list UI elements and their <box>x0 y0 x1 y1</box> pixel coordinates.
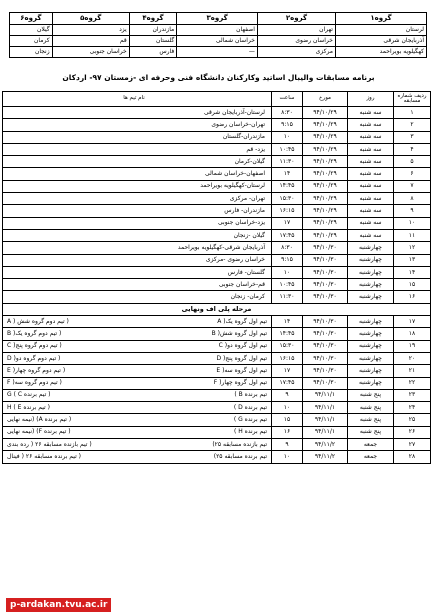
team-right: تیم برنده B ) <box>234 391 267 399</box>
match-number: ۵ <box>394 156 431 168</box>
table-row <box>3 266 431 278</box>
match-time: ۱۰:۴۵ <box>272 143 303 155</box>
group-cell: گیلان <box>10 25 53 36</box>
match-date: ۹۴/۱۰/۲۹ <box>303 229 348 241</box>
match-day: پنج شنبه <box>348 402 394 414</box>
col-header-time: ساعت <box>272 92 303 107</box>
match-time: ۸:۳۰ <box>272 242 303 254</box>
schedule-header-row <box>3 92 431 107</box>
match-date: ۹۴/۱۱/۱ <box>303 402 348 414</box>
match-day: سه شنبه <box>348 119 394 131</box>
team-left: ( تیم برنده A) (نیمه نهایی <box>7 416 72 424</box>
col-header-number: ردیف شماره مسابقه <box>394 92 431 107</box>
match-day: چهارشنبه <box>348 291 394 303</box>
table-row <box>3 143 431 155</box>
table-row <box>3 451 431 463</box>
match-teams: خراسان رضوی -مرکزی <box>3 254 272 266</box>
match-day: سه شنبه <box>348 193 394 205</box>
match-time: ۱۰ <box>272 131 303 143</box>
group-cell: مرکزی <box>257 47 335 58</box>
match-time: ۱۰ <box>272 266 303 278</box>
match-date: ۹۴/۱۰/۳۰ <box>303 352 348 364</box>
match-time: ۱۰:۴۵ <box>272 279 303 291</box>
match-teams: تهران-خراسان رضوی <box>3 119 272 131</box>
table-row <box>3 156 431 168</box>
team-right: تیم اول گروه چهار( F <box>213 379 267 387</box>
match-day: سه شنبه <box>348 229 394 241</box>
match-date: ۹۴/۱۰/۳۰ <box>303 266 348 278</box>
match-date: ۹۴/۱۰/۲۹ <box>303 119 348 131</box>
match-date: ۹۴/۱۱/۱ <box>303 426 348 438</box>
match-time: ۱۷:۴۵ <box>272 377 303 389</box>
match-number: ۲۱ <box>394 365 431 377</box>
match-number: ۳ <box>394 131 431 143</box>
match-teams <box>3 389 272 401</box>
match-day: چهارشنبه <box>348 254 394 266</box>
table-row <box>3 291 431 303</box>
col-header-day: روز <box>348 92 394 107</box>
match-time: ۱۴ <box>272 168 303 180</box>
team-right: تیم برنده H ) <box>234 428 267 436</box>
group-cell: اصفهان <box>177 25 258 36</box>
team-left: ( تیم برنده C ) G <box>7 391 51 399</box>
match-number: ۲۴ <box>394 402 431 414</box>
match-time: ۱۰ <box>272 451 303 463</box>
match-day: سه شنبه <box>348 143 394 155</box>
match-number: ۱۴ <box>394 266 431 278</box>
match-day: سه شنبه <box>348 217 394 229</box>
group-cell: فارس <box>129 47 177 58</box>
match-day: چهارشنبه <box>348 352 394 364</box>
match-number: ۱۲ <box>394 242 431 254</box>
match-teams: قم-خراسان جنوبی <box>3 279 272 291</box>
match-date: ۹۴/۱۰/۳۰ <box>303 242 348 254</box>
match-day: سه شنبه <box>348 131 394 143</box>
group-cell: خراسان شمالی <box>177 36 258 47</box>
match-teams <box>3 328 272 340</box>
groups-header-row <box>10 13 427 25</box>
match-day: چهارشنبه <box>348 328 394 340</box>
match-teams: گلستان- فارس <box>3 266 272 278</box>
match-number: ۱ <box>394 107 431 119</box>
match-number: ۱۱ <box>394 229 431 241</box>
match-day: چهارشنبه <box>348 316 394 328</box>
col-header-teams: نام تیم ها <box>3 92 272 107</box>
match-number: ۲۳ <box>394 389 431 401</box>
group-cell: مازندران <box>129 25 177 36</box>
group-cell: کهگیلویه بویراحمد <box>335 47 426 58</box>
match-teams: گیلان -زنجان <box>3 229 272 241</box>
team-right: تیم اول گروه شش( B <box>211 329 267 337</box>
match-day: چهارشنبه <box>348 340 394 352</box>
match-time: ۱۵:۳۰ <box>272 193 303 205</box>
match-number: ۷ <box>394 180 431 192</box>
match-time: ۹:۱۵ <box>272 119 303 131</box>
match-time: ۹ <box>272 439 303 451</box>
match-date: ۹۴/۱۱/۲ <box>303 451 348 463</box>
page-title: برنامه مسابقات والیبال اساتید وکارکنان دانشگاه فنی وحرفه ای -زمستان ۹۷- اردکان <box>62 73 375 82</box>
table-row <box>3 426 431 438</box>
match-time: ۱۱:۳۰ <box>272 156 303 168</box>
group-cell: خراسان رضوی <box>257 36 335 47</box>
group-cell: یزد <box>52 25 129 36</box>
team-right: تیم اول گروه پنج( D <box>216 354 267 362</box>
groups-row <box>10 36 427 47</box>
table-row <box>3 168 431 180</box>
table-row <box>3 107 431 119</box>
match-teams <box>3 426 272 438</box>
match-number: ۲ <box>394 119 431 131</box>
team-right: تیم اول گروه سه( E <box>216 366 267 374</box>
match-number: ۹ <box>394 205 431 217</box>
group-header: گروه۴ <box>129 13 177 25</box>
group-header: گروه۱ <box>335 13 426 25</box>
match-number: ۴ <box>394 143 431 155</box>
match-number: ۲۸ <box>394 451 431 463</box>
match-time: ۹:۱۵ <box>272 254 303 266</box>
match-day: جمعه <box>348 451 394 463</box>
match-day: پنج شنبه <box>348 389 394 401</box>
table-row <box>3 340 431 352</box>
match-time: ۱۴ <box>272 316 303 328</box>
table-row <box>3 205 431 217</box>
match-time: ۱۷:۴۵ <box>272 229 303 241</box>
match-time: ۱۴:۴۵ <box>272 180 303 192</box>
table-row <box>3 377 431 389</box>
match-date: ۹۴/۱۰/۳۰ <box>303 279 348 291</box>
group-cell: خراسان جنوبی <box>52 47 129 58</box>
table-row <box>3 316 431 328</box>
match-teams: مازندران-گلستان <box>3 131 272 143</box>
team-right: تیم برنده D ) <box>233 403 267 411</box>
team-right: تیم بازنده مسابقه ۲۵) <box>212 440 267 448</box>
match-day: سه شنبه <box>348 205 394 217</box>
match-number: ۲۰ <box>394 352 431 364</box>
team-right: تیم برنده مسابقه ۲۵) <box>213 452 267 460</box>
match-time: ۱۶:۱۵ <box>272 205 303 217</box>
match-number: ۱۸ <box>394 328 431 340</box>
match-time: ۱۵:۳۰ <box>272 340 303 352</box>
match-date: ۹۴/۱۱/۱ <box>303 414 348 426</box>
match-time: ۱۵ <box>272 414 303 426</box>
match-date: ۹۴/۱۰/۲۹ <box>303 168 348 180</box>
match-day: سه شنبه <box>348 180 394 192</box>
stage-title: مرحله پلی اف ونهایی <box>3 303 431 315</box>
group-cell: لرستان <box>335 25 426 36</box>
match-teams <box>3 402 272 414</box>
match-teams: یزد-خراسان جنوبی <box>3 217 272 229</box>
match-number: ۸ <box>394 193 431 205</box>
stage-row <box>3 303 431 315</box>
group-cell: — <box>177 47 258 58</box>
match-time: ۱۱:۳۰ <box>272 291 303 303</box>
match-teams: مازندران- فارس <box>3 205 272 217</box>
match-teams: تهران- مرکزی <box>3 193 272 205</box>
team-left: ( تیم بازنده مسابقه ۲۶ ( رده بندی <box>7 440 92 448</box>
team-right: تیم اول گروه یک( A <box>217 317 267 325</box>
match-day: چهارشنبه <box>348 266 394 278</box>
groups-row <box>10 47 427 58</box>
table-row <box>3 131 431 143</box>
group-cell: گلستان <box>129 36 177 47</box>
match-time: ۹ <box>272 389 303 401</box>
match-teams <box>3 365 272 377</box>
match-number: ۲۲ <box>394 377 431 389</box>
group-cell: تهران <box>257 25 335 36</box>
match-teams <box>3 316 272 328</box>
table-row <box>3 180 431 192</box>
table-row <box>3 414 431 426</box>
match-teams <box>3 352 272 364</box>
match-day: چهارشنبه <box>348 279 394 291</box>
table-row <box>3 352 431 364</box>
schedule-table <box>2 91 431 464</box>
match-number: ۱۰ <box>394 217 431 229</box>
match-date: ۹۴/۱۰/۳۰ <box>303 377 348 389</box>
match-date: ۹۴/۱۰/۲۹ <box>303 193 348 205</box>
watermark: p-ardakan.tvu.ac.ir <box>6 598 111 612</box>
group-cell: کرمان <box>10 36 53 47</box>
match-teams <box>3 377 272 389</box>
table-row <box>3 439 431 451</box>
match-day: جمعه <box>348 439 394 451</box>
group-header: گروه۶ <box>10 13 53 25</box>
team-left: ( تیم برنده F) (نیمه نهایی <box>7 428 71 436</box>
match-number: ۶ <box>394 168 431 180</box>
playoff-rows <box>3 316 431 464</box>
col-header-date: مورخ <box>303 92 348 107</box>
match-date: ۹۴/۱۰/۳۰ <box>303 340 348 352</box>
match-number: ۱۷ <box>394 316 431 328</box>
match-date: ۹۴/۱۰/۲۹ <box>303 131 348 143</box>
match-date: ۹۴/۱۰/۲۹ <box>303 107 348 119</box>
group-cell: آذربایجان شرقی <box>335 36 426 47</box>
team-right: تیم اول گروه دو( C <box>218 342 267 350</box>
match-teams: یزد- قم <box>3 143 272 155</box>
match-teams <box>3 340 272 352</box>
team-left: ( تیم دوم گروه شش ( A <box>7 317 69 325</box>
match-teams <box>3 439 272 451</box>
match-time: ۱۴:۴۵ <box>272 328 303 340</box>
match-day: پنج شنبه <box>348 414 394 426</box>
team-right: تیم برنده G ) <box>233 416 267 424</box>
table-row <box>3 402 431 414</box>
match-teams: لرستان-آذربایجان شرقی <box>3 107 272 119</box>
match-time: ۱۶ <box>272 426 303 438</box>
match-date: ۹۴/۱۰/۳۰ <box>303 254 348 266</box>
match-teams: لرستان-کهگیلویه بویراحمد <box>3 180 272 192</box>
team-left: ( تیم دوم گروه دو( D <box>7 354 61 362</box>
groups-row <box>10 25 427 36</box>
match-day: پنج شنبه <box>348 426 394 438</box>
group-header: گروه۵ <box>52 13 129 25</box>
team-left: ( تیم برنده E ) H <box>7 403 50 411</box>
match-number: ۲۷ <box>394 439 431 451</box>
match-number: ۱۵ <box>394 279 431 291</box>
match-day: سه شنبه <box>348 168 394 180</box>
table-row <box>3 229 431 241</box>
team-left: ( تیم دوم گروه پنج( C <box>7 342 62 350</box>
match-time: ۱۷ <box>272 217 303 229</box>
match-teams <box>3 451 272 463</box>
match-date: ۹۴/۱۰/۳۰ <box>303 316 348 328</box>
match-date: ۹۴/۱۰/۳۰ <box>303 328 348 340</box>
group-cell: قم <box>52 36 129 47</box>
match-date: ۹۴/۱۰/۲۹ <box>303 156 348 168</box>
match-teams: آذربایجان شرقی-کهگیلویه بویراحمد <box>3 242 272 254</box>
group-cell: زنجان <box>10 47 53 58</box>
table-row <box>3 217 431 229</box>
team-left: ( تیم دوم گروه چهار( E <box>7 366 66 374</box>
match-number: ۲۶ <box>394 426 431 438</box>
group-header: گروه۲ <box>257 13 335 25</box>
match-teams: اصفهان-خراسان شمالی <box>3 168 272 180</box>
team-left: ( تیم برنده مسابقه ۲۶ ( فینال <box>7 452 81 460</box>
match-date: ۹۴/۱۰/۲۹ <box>303 205 348 217</box>
group-header: گروه۳ <box>177 13 258 25</box>
match-number: ۲۵ <box>394 414 431 426</box>
match-day: سه شنبه <box>348 107 394 119</box>
table-row <box>3 193 431 205</box>
match-day: سه شنبه <box>348 156 394 168</box>
match-day: چهارشنبه <box>348 377 394 389</box>
match-day: چهارشنبه <box>348 365 394 377</box>
match-date: ۹۴/۱۱/۲ <box>303 439 348 451</box>
table-row <box>3 365 431 377</box>
match-date: ۹۴/۱۰/۲۹ <box>303 217 348 229</box>
table-row <box>3 279 431 291</box>
match-date: ۹۴/۱۰/۲۹ <box>303 143 348 155</box>
match-time: ۸:۳۰ <box>272 107 303 119</box>
match-date: ۹۴/۱۰/۳۰ <box>303 291 348 303</box>
match-number: ۱۶ <box>394 291 431 303</box>
match-date: ۹۴/۱۰/۲۹ <box>303 180 348 192</box>
match-date: ۹۴/۱۰/۳۰ <box>303 365 348 377</box>
match-time: ۱۷ <box>272 365 303 377</box>
match-teams: کرمان- زنجان <box>3 291 272 303</box>
table-row <box>3 242 431 254</box>
groups-table <box>9 12 427 58</box>
match-time: ۱۰ <box>272 402 303 414</box>
table-row <box>3 328 431 340</box>
match-teams <box>3 414 272 426</box>
team-left: ( تیم دوم گروه سه( F <box>7 379 62 387</box>
table-row <box>3 119 431 131</box>
match-time: ۱۶:۱۵ <box>272 352 303 364</box>
match-day: چهارشنبه <box>348 242 394 254</box>
team-left: ( تیم دوم گروه یک( B <box>7 329 62 337</box>
match-date: ۹۴/۱۱/۱ <box>303 389 348 401</box>
table-row <box>3 389 431 401</box>
table-row <box>3 254 431 266</box>
match-teams: گیلان-کرمان <box>3 156 272 168</box>
match-number: ۱۳ <box>394 254 431 266</box>
match-number: ۱۹ <box>394 340 431 352</box>
group-stage-rows <box>3 107 431 304</box>
